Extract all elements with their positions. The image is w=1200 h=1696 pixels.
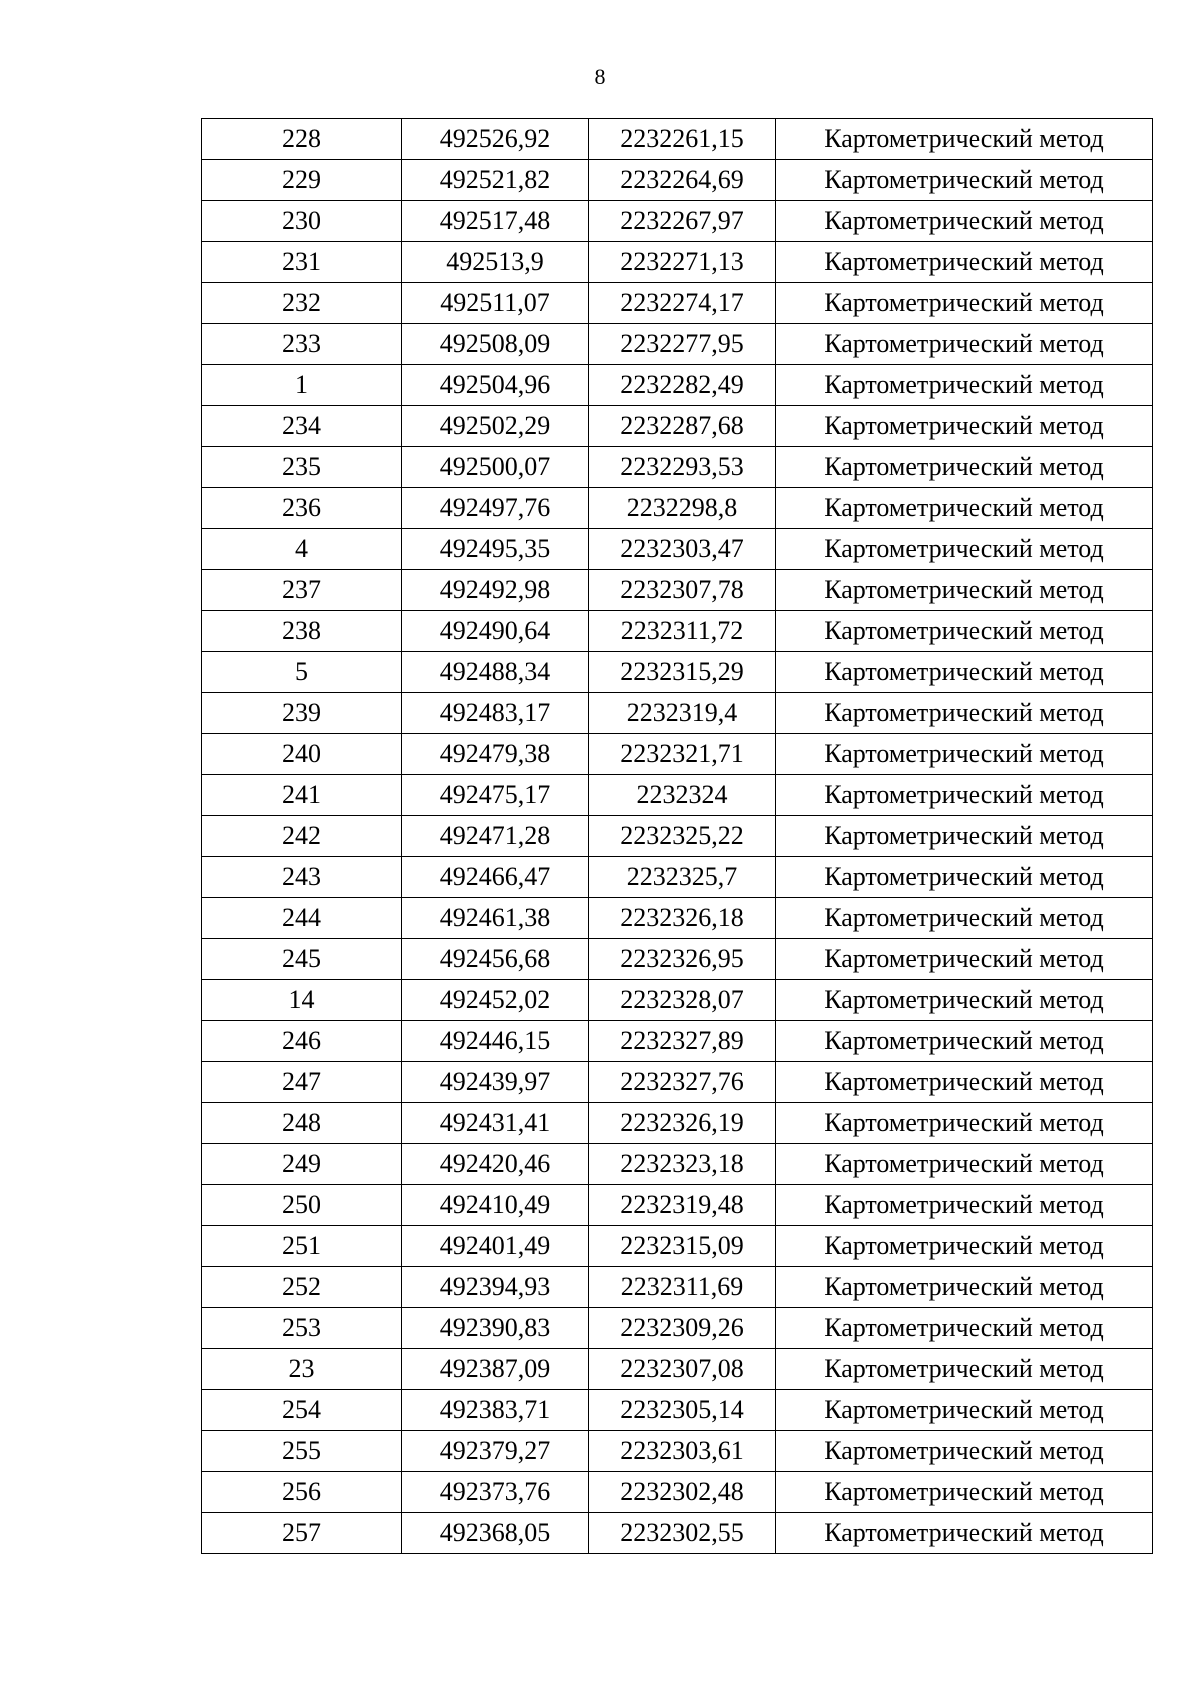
x-coordinate-cell: 492492,98 bbox=[402, 570, 589, 611]
y-coordinate-cell: 2232282,49 bbox=[589, 365, 776, 406]
table-row bbox=[202, 1185, 1153, 1226]
table-row bbox=[202, 1144, 1153, 1185]
method-cell: Картометрический метод bbox=[776, 1226, 1153, 1267]
y-coordinate-cell: 2232326,18 bbox=[589, 898, 776, 939]
table-row bbox=[202, 324, 1153, 365]
x-coordinate-cell: 492513,9 bbox=[402, 242, 589, 283]
table-row bbox=[202, 1513, 1153, 1554]
x-coordinate-cell: 492479,38 bbox=[402, 734, 589, 775]
x-coordinate-cell: 492452,02 bbox=[402, 980, 589, 1021]
x-coordinate-cell: 492504,96 bbox=[402, 365, 589, 406]
point-number-cell: 237 bbox=[202, 570, 402, 611]
method-cell: Картометрический метод bbox=[776, 980, 1153, 1021]
y-coordinate-cell: 2232326,19 bbox=[589, 1103, 776, 1144]
method-cell: Картометрический метод bbox=[776, 324, 1153, 365]
method-cell: Картометрический метод bbox=[776, 242, 1153, 283]
y-coordinate-cell: 2232277,95 bbox=[589, 324, 776, 365]
y-coordinate-cell: 2232325,22 bbox=[589, 816, 776, 857]
method-cell: Картометрический метод bbox=[776, 939, 1153, 980]
y-coordinate-cell: 2232261,15 bbox=[589, 119, 776, 160]
point-number-cell: 251 bbox=[202, 1226, 402, 1267]
table-row bbox=[202, 365, 1153, 406]
point-number-cell: 228 bbox=[202, 119, 402, 160]
y-coordinate-cell: 2232319,4 bbox=[589, 693, 776, 734]
table-row bbox=[202, 775, 1153, 816]
point-number-cell: 232 bbox=[202, 283, 402, 324]
y-coordinate-cell: 2232327,89 bbox=[589, 1021, 776, 1062]
y-coordinate-cell: 2232315,29 bbox=[589, 652, 776, 693]
point-number-cell: 253 bbox=[202, 1308, 402, 1349]
y-coordinate-cell: 2232328,07 bbox=[589, 980, 776, 1021]
table-row bbox=[202, 119, 1153, 160]
point-number-cell: 245 bbox=[202, 939, 402, 980]
method-cell: Картометрический метод bbox=[776, 1267, 1153, 1308]
x-coordinate-cell: 492456,68 bbox=[402, 939, 589, 980]
x-coordinate-cell: 492446,15 bbox=[402, 1021, 589, 1062]
x-coordinate-cell: 492401,49 bbox=[402, 1226, 589, 1267]
method-cell: Картометрический метод bbox=[776, 1021, 1153, 1062]
method-cell: Картометрический метод bbox=[776, 119, 1153, 160]
point-number-cell: 255 bbox=[202, 1431, 402, 1472]
point-number-cell: 240 bbox=[202, 734, 402, 775]
table-row bbox=[202, 529, 1153, 570]
table-row bbox=[202, 652, 1153, 693]
method-cell: Картометрический метод bbox=[776, 406, 1153, 447]
method-cell: Картометрический метод bbox=[776, 611, 1153, 652]
x-coordinate-cell: 492495,35 bbox=[402, 529, 589, 570]
table-row bbox=[202, 1308, 1153, 1349]
y-coordinate-cell: 2232287,68 bbox=[589, 406, 776, 447]
point-number-cell: 236 bbox=[202, 488, 402, 529]
method-cell: Картометрический метод bbox=[776, 1349, 1153, 1390]
table-row bbox=[202, 1349, 1153, 1390]
table-row bbox=[202, 447, 1153, 488]
x-coordinate-cell: 492439,97 bbox=[402, 1062, 589, 1103]
y-coordinate-cell: 2232321,71 bbox=[589, 734, 776, 775]
method-cell: Картометрический метод bbox=[776, 1431, 1153, 1472]
point-number-cell: 239 bbox=[202, 693, 402, 734]
point-number-cell: 1 bbox=[202, 365, 402, 406]
point-number-cell: 257 bbox=[202, 1513, 402, 1554]
table-row bbox=[202, 734, 1153, 775]
y-coordinate-cell: 2232264,69 bbox=[589, 160, 776, 201]
point-number-cell: 243 bbox=[202, 857, 402, 898]
x-coordinate-cell: 492471,28 bbox=[402, 816, 589, 857]
x-coordinate-cell: 492394,93 bbox=[402, 1267, 589, 1308]
x-coordinate-cell: 492373,76 bbox=[402, 1472, 589, 1513]
method-cell: Картометрический метод bbox=[776, 283, 1153, 324]
method-cell: Картометрический метод bbox=[776, 1144, 1153, 1185]
x-coordinate-cell: 492379,27 bbox=[402, 1431, 589, 1472]
point-number-cell: 250 bbox=[202, 1185, 402, 1226]
x-coordinate-cell: 492497,76 bbox=[402, 488, 589, 529]
y-coordinate-cell: 2232302,48 bbox=[589, 1472, 776, 1513]
method-cell: Картометрический метод bbox=[776, 1472, 1153, 1513]
x-coordinate-cell: 492508,09 bbox=[402, 324, 589, 365]
table-row bbox=[202, 201, 1153, 242]
x-coordinate-cell: 492511,07 bbox=[402, 283, 589, 324]
point-number-cell: 230 bbox=[202, 201, 402, 242]
table-row bbox=[202, 283, 1153, 324]
table-row bbox=[202, 488, 1153, 529]
method-cell: Картометрический метод bbox=[776, 857, 1153, 898]
method-cell: Картометрический метод bbox=[776, 201, 1153, 242]
table-row bbox=[202, 1472, 1153, 1513]
x-coordinate-cell: 492387,09 bbox=[402, 1349, 589, 1390]
point-number-cell: 229 bbox=[202, 160, 402, 201]
method-cell: Картометрический метод bbox=[776, 488, 1153, 529]
y-coordinate-cell: 2232307,78 bbox=[589, 570, 776, 611]
y-coordinate-cell: 2232309,26 bbox=[589, 1308, 776, 1349]
y-coordinate-cell: 2232271,13 bbox=[589, 242, 776, 283]
y-coordinate-cell: 2232302,55 bbox=[589, 1513, 776, 1554]
point-number-cell: 244 bbox=[202, 898, 402, 939]
point-number-cell: 256 bbox=[202, 1472, 402, 1513]
x-coordinate-cell: 492461,38 bbox=[402, 898, 589, 939]
point-number-cell: 254 bbox=[202, 1390, 402, 1431]
table-row bbox=[202, 857, 1153, 898]
method-cell: Картометрический метод bbox=[776, 447, 1153, 488]
method-cell: Картометрический метод bbox=[776, 734, 1153, 775]
method-cell: Картометрический метод bbox=[776, 160, 1153, 201]
point-number-cell: 14 bbox=[202, 980, 402, 1021]
method-cell: Картометрический метод bbox=[776, 775, 1153, 816]
point-number-cell: 235 bbox=[202, 447, 402, 488]
x-coordinate-cell: 492483,17 bbox=[402, 693, 589, 734]
method-cell: Картометрический метод bbox=[776, 816, 1153, 857]
table-row bbox=[202, 1103, 1153, 1144]
y-coordinate-cell: 2232323,18 bbox=[589, 1144, 776, 1185]
y-coordinate-cell: 2232307,08 bbox=[589, 1349, 776, 1390]
table-row bbox=[202, 242, 1153, 283]
page-number: 8 bbox=[594, 64, 606, 89]
x-coordinate-cell: 492490,64 bbox=[402, 611, 589, 652]
table-row bbox=[202, 611, 1153, 652]
method-cell: Картометрический метод bbox=[776, 365, 1153, 406]
table-row bbox=[202, 693, 1153, 734]
table-row bbox=[202, 1267, 1153, 1308]
method-cell: Картометрический метод bbox=[776, 1185, 1153, 1226]
x-coordinate-cell: 492502,29 bbox=[402, 406, 589, 447]
y-coordinate-cell: 2232325,7 bbox=[589, 857, 776, 898]
point-number-cell: 242 bbox=[202, 816, 402, 857]
point-number-cell: 23 bbox=[202, 1349, 402, 1390]
method-cell: Картометрический метод bbox=[776, 1062, 1153, 1103]
point-number-cell: 234 bbox=[202, 406, 402, 447]
x-coordinate-cell: 492410,49 bbox=[402, 1185, 589, 1226]
method-cell: Картометрический метод bbox=[776, 652, 1153, 693]
method-cell: Картометрический метод bbox=[776, 570, 1153, 611]
y-coordinate-cell: 2232298,8 bbox=[589, 488, 776, 529]
x-coordinate-cell: 492390,83 bbox=[402, 1308, 589, 1349]
x-coordinate-cell: 492521,82 bbox=[402, 160, 589, 201]
point-number-cell: 241 bbox=[202, 775, 402, 816]
point-number-cell: 247 bbox=[202, 1062, 402, 1103]
y-coordinate-cell: 2232311,69 bbox=[589, 1267, 776, 1308]
point-number-cell: 248 bbox=[202, 1103, 402, 1144]
y-coordinate-cell: 2232293,53 bbox=[589, 447, 776, 488]
x-coordinate-cell: 492466,47 bbox=[402, 857, 589, 898]
method-cell: Картометрический метод bbox=[776, 693, 1153, 734]
point-number-cell: 5 bbox=[202, 652, 402, 693]
y-coordinate-cell: 2232315,09 bbox=[589, 1226, 776, 1267]
y-coordinate-cell: 2232324 bbox=[589, 775, 776, 816]
y-coordinate-cell: 2232267,97 bbox=[589, 201, 776, 242]
y-coordinate-cell: 2232327,76 bbox=[589, 1062, 776, 1103]
method-cell: Картометрический метод bbox=[776, 898, 1153, 939]
table-row bbox=[202, 1390, 1153, 1431]
table-row bbox=[202, 980, 1153, 1021]
y-coordinate-cell: 2232319,48 bbox=[589, 1185, 776, 1226]
table-row bbox=[202, 1431, 1153, 1472]
method-cell: Картометрический метод bbox=[776, 1513, 1153, 1554]
coordinates-table-body bbox=[202, 119, 1153, 1554]
point-number-cell: 246 bbox=[202, 1021, 402, 1062]
table-row bbox=[202, 406, 1153, 447]
table-row bbox=[202, 1021, 1153, 1062]
table-row bbox=[202, 570, 1153, 611]
y-coordinate-cell: 2232305,14 bbox=[589, 1390, 776, 1431]
table-row bbox=[202, 1062, 1153, 1103]
y-coordinate-cell: 2232311,72 bbox=[589, 611, 776, 652]
point-number-cell: 238 bbox=[202, 611, 402, 652]
y-coordinate-cell: 2232303,47 bbox=[589, 529, 776, 570]
table-row bbox=[202, 939, 1153, 980]
x-coordinate-cell: 492517,48 bbox=[402, 201, 589, 242]
method-cell: Картометрический метод bbox=[776, 1103, 1153, 1144]
y-coordinate-cell: 2232326,95 bbox=[589, 939, 776, 980]
point-number-cell: 231 bbox=[202, 242, 402, 283]
x-coordinate-cell: 492383,71 bbox=[402, 1390, 589, 1431]
y-coordinate-cell: 2232303,61 bbox=[589, 1431, 776, 1472]
x-coordinate-cell: 492500,07 bbox=[402, 447, 589, 488]
method-cell: Картометрический метод bbox=[776, 1390, 1153, 1431]
point-number-cell: 249 bbox=[202, 1144, 402, 1185]
x-coordinate-cell: 492431,41 bbox=[402, 1103, 589, 1144]
method-cell: Картометрический метод bbox=[776, 1308, 1153, 1349]
table-row bbox=[202, 816, 1153, 857]
x-coordinate-cell: 492488,34 bbox=[402, 652, 589, 693]
table-row bbox=[202, 898, 1153, 939]
y-coordinate-cell: 2232274,17 bbox=[589, 283, 776, 324]
point-number-cell: 4 bbox=[202, 529, 402, 570]
x-coordinate-cell: 492526,92 bbox=[402, 119, 589, 160]
coordinates-table bbox=[201, 118, 1153, 1554]
method-cell: Картометрический метод bbox=[776, 529, 1153, 570]
point-number-cell: 252 bbox=[202, 1267, 402, 1308]
table-row bbox=[202, 1226, 1153, 1267]
table-row bbox=[202, 160, 1153, 201]
point-number-cell: 233 bbox=[202, 324, 402, 365]
x-coordinate-cell: 492368,05 bbox=[402, 1513, 589, 1554]
x-coordinate-cell: 492475,17 bbox=[402, 775, 589, 816]
x-coordinate-cell: 492420,46 bbox=[402, 1144, 589, 1185]
